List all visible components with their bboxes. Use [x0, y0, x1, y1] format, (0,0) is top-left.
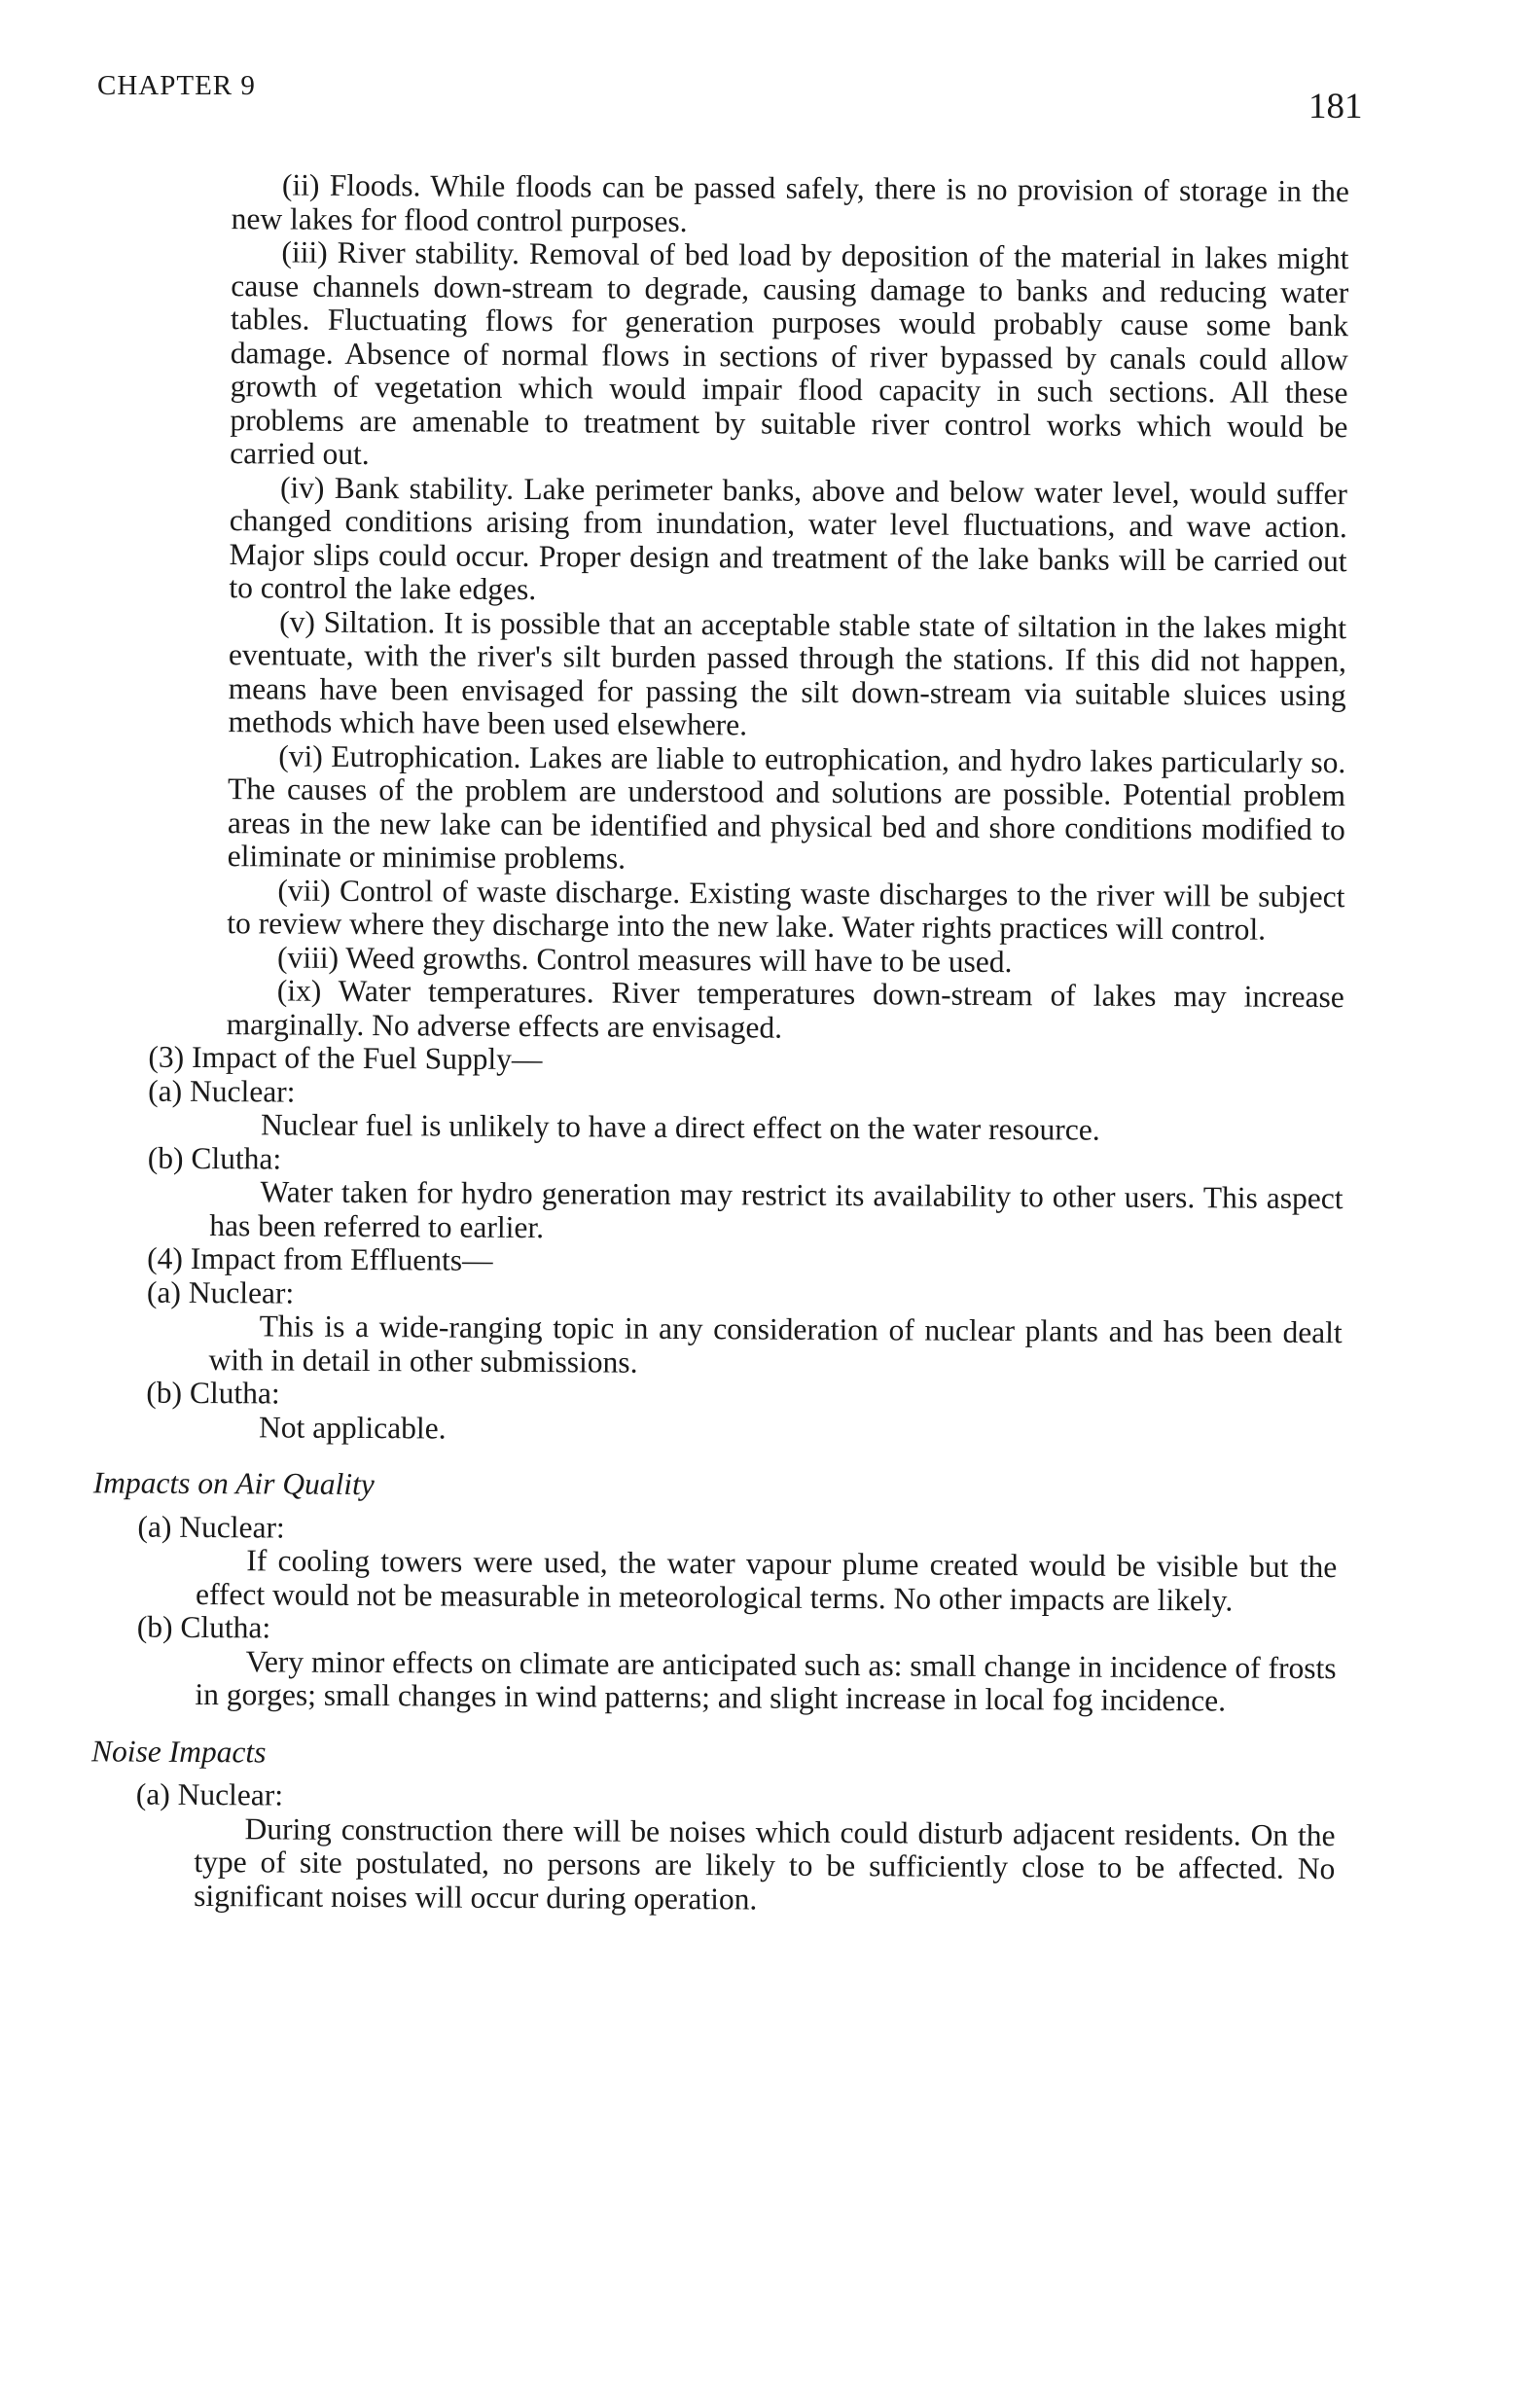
item-text: Lakes are liable to eutrophication, and hydro lakes particularly so. The causes of the problem are understood and solutions are possible. Potential problem areas in the new lake can be identified and physical bed and shore conditions modified to eliminate or minimise problems.	[227, 739, 1346, 876]
air-quality-heading: Impacts on Air Quality	[92, 1465, 375, 1502]
item-text: Existing waste discharges to the river will be subject to review where they discharge into the new lake. Water rights practices will control.	[227, 875, 1345, 947]
item-siltation	[228, 605, 1346, 746]
item-label: (viii) Weed growths.	[276, 939, 529, 976]
effluents-clutha-label: (b) Clutha:	[146, 1375, 280, 1411]
noise-heading: Noise Impacts	[90, 1733, 267, 1769]
fuel-nuclear-text: Nuclear fuel is unlikely to have a direct effect on the water resource.	[260, 1107, 1100, 1147]
item-text: River temperatures down-stream of lakes may increase marginally. No adverse effects are envisaged.	[226, 975, 1344, 1045]
item-text: Lake perimeter banks, above and below water level, would suffer changed conditions arising from inundation, water level fluctuations, and wave action. Major slips could occur. Proper design and treatment of the lake banks will be carried out to control the lake edges.	[229, 471, 1348, 607]
fuel-supply-title: (3) Impact of the Fuel Supply—	[148, 1039, 543, 1077]
page-number: 181	[1308, 87, 1363, 126]
page-body	[0, 167, 1540, 1921]
fuel-clutha-label: (b) Clutha:	[147, 1140, 282, 1176]
item-floods	[232, 168, 1349, 242]
effluents-clutha-text: Not applicable.	[259, 1409, 447, 1446]
air-clutha-text: Very minor effects on climate are anticipated such as: small change in incidence of frosts in gorges; small changes in wind patterns; and slight increase in local fog incidence.	[195, 1643, 1337, 1718]
noise-nuclear-label: (a) Nuclear:	[135, 1776, 284, 1812]
item-river-stability	[230, 235, 1348, 478]
fuel-nuclear-label: (a) Nuclear:	[148, 1073, 296, 1109]
noise-nuclear-text: During construction there will be noises which could disturb adjacent residents. On the type of site postulated, no persons are likely to be sufficiently close to be affected. No significant noises will occur during operation.	[194, 1810, 1336, 1917]
item-text: Control measures will have to be used.	[528, 941, 1013, 979]
air-nuclear-label: (a) Nuclear:	[137, 1509, 285, 1545]
fuel-clutha-text: Water taken for hydro generation may restrict its availability to other users. This aspect has been referred to earlier.	[209, 1174, 1343, 1244]
item-label: (v) Siltation.	[279, 603, 436, 639]
item-label: (vi) Eutrophication.	[278, 737, 521, 774]
air-clutha-label: (b) Clutha:	[136, 1609, 271, 1645]
chapter-heading: CHAPTER 9	[97, 70, 256, 101]
item-label: (ix) Water temperatures.	[276, 973, 594, 1010]
item-label: (iv) Bank stability.	[279, 469, 515, 506]
effluents-nuclear-text: This is a wide-ranging topic in any consideration of nuclear plants and has been dealt with in detail in other submissions.	[208, 1309, 1343, 1380]
item-label: (ii) Floods.	[281, 167, 421, 203]
effluents-title: (4) Impact from Effluents—	[147, 1240, 493, 1277]
item-text: While floods can be passed safely, there is no provision of storage in the new lakes for flood control purposes.	[231, 168, 1349, 238]
item-eutrophication	[228, 739, 1346, 880]
item-water-temperatures	[227, 974, 1344, 1048]
item-label: (iii) River stability.	[281, 234, 520, 270]
item-label: (vii) Control of waste discharge.	[277, 872, 681, 910]
item-text: Removal of bed load by deposition of the material in lakes might cause channels down-stream to degrade, causing damage to banks and reducing water tables. Fluctuating flows for generation purposes would probably cause some bank damage. Absence of normal flows in sections of river bypassed by canals could allow growth of vegetation which would impair flood capacity in such sections. All these problems are amenable to treatment by suitable river control works which would be carried out.	[230, 235, 1349, 472]
item-waste-discharge	[227, 874, 1344, 948]
effluents-nuclear-label: (a) Nuclear:	[146, 1274, 295, 1310]
item-text: It is possible that an acceptable stable state of siltation in the lakes might eventuate, with the river's silt burden passed through the stations. If this did not happen, means have been envisaged for passing the silt down-stream via suitable sluices using methods which have been used elsewhere.	[228, 604, 1347, 742]
item-bank-stability	[229, 471, 1347, 612]
air-nuclear-text: If cooling towers were used, the water vapour plume created would be visible but the effect would not be measurable in meteorological terms. No other impacts are likely.	[195, 1543, 1338, 1617]
